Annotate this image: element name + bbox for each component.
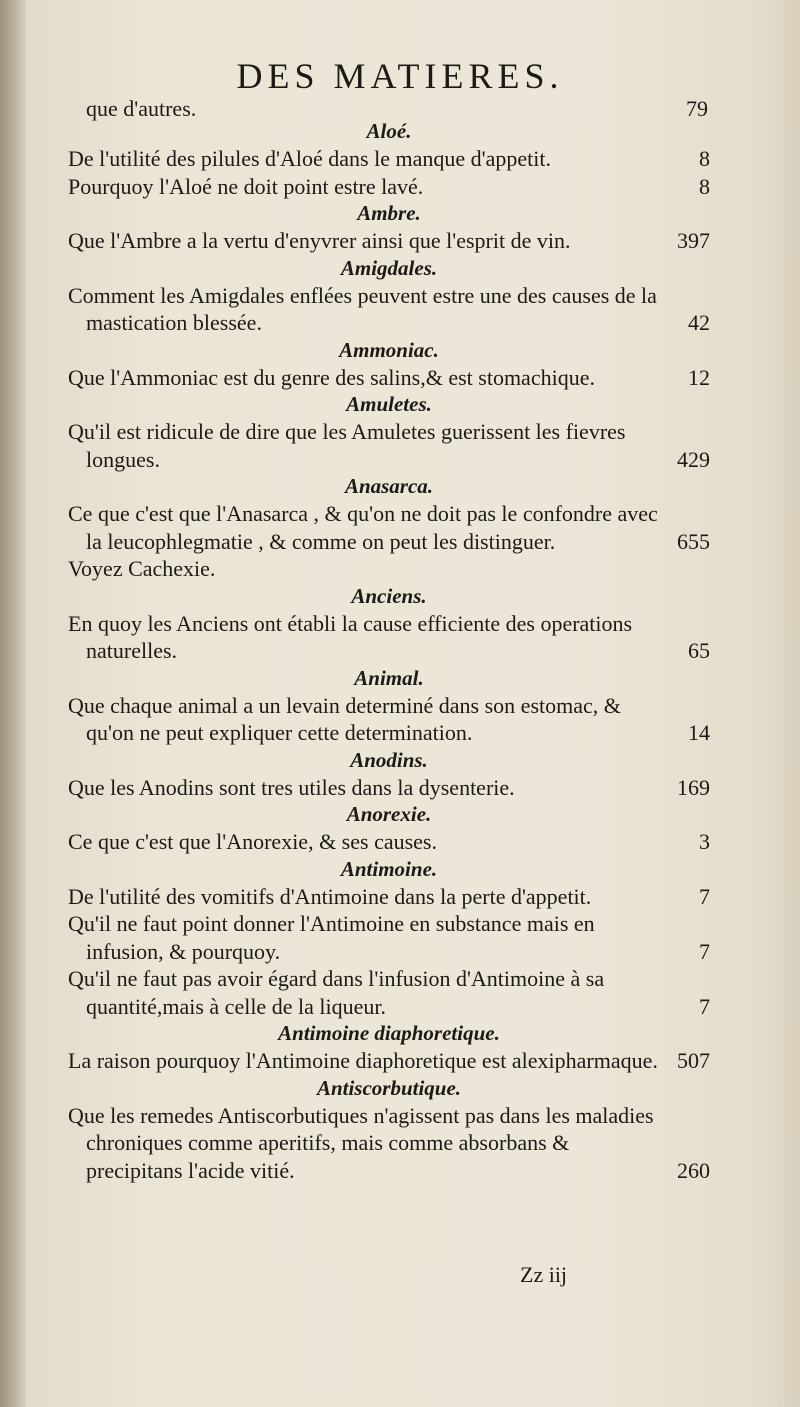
index-section	[68, 1020, 710, 1075]
index-entry	[68, 173, 710, 201]
index-heading: Anorexie.	[346, 802, 432, 826]
entry-text: Pourquoy l'Aloé ne doit point estre lavé.	[68, 173, 424, 199]
page-ref: 507	[677, 1048, 710, 1073]
entry-text: De l'utilité des pilules d'Aloé dans le manque d'appetit.	[68, 146, 551, 171]
index-section	[68, 801, 710, 856]
entry-text: Que les remedes Antiscorbutiques n'agissent pas dans les maladies chroniques comme aperitifs, mais comme absorbans & precipitans l'acide vitié.	[68, 1102, 654, 1183]
index-section	[68, 583, 710, 665]
page-ref: 655	[677, 528, 710, 554]
page-ref: 260	[677, 1157, 710, 1183]
index-heading: Aloé.	[366, 119, 412, 143]
running-header: DES MATIERES.	[236, 56, 564, 96]
entry-text: Ce que c'est que l'Anasarca , & qu'on ne doit pas le confondre avec la leucophlegmatie , & comme on peut les distinguer.	[68, 501, 658, 554]
index-heading: Antimoine diaphoretique.	[278, 1021, 500, 1045]
index-entry	[68, 282, 710, 337]
index-entry	[68, 1047, 710, 1075]
entry-text: Comment les Amigdales enflées peuvent estre une des causes de la mastication blessée.	[68, 282, 657, 335]
index-entry	[68, 828, 710, 856]
index-entry	[68, 883, 710, 911]
index-heading: Animal.	[354, 665, 424, 690]
page-ref: 42	[688, 310, 710, 335]
index-section	[68, 665, 710, 747]
page-ref: 429	[677, 446, 710, 472]
index-section	[68, 200, 710, 255]
index-section	[68, 255, 710, 337]
index-heading: Amigdales.	[340, 255, 438, 280]
page-ref: 8	[699, 146, 710, 171]
index-entry	[68, 1102, 710, 1185]
page-ref: 79	[686, 96, 708, 121]
index-section	[68, 337, 710, 392]
page-ref: 397	[677, 228, 710, 253]
index-entry	[68, 145, 710, 173]
continuation-text: que d'autres.	[86, 96, 197, 121]
index-entry	[68, 418, 710, 473]
entry-text: La raison pourquoy l'Antimoine diaphoretique est alexipharmaque.	[68, 1048, 658, 1073]
index-section	[68, 391, 710, 473]
index-entry	[68, 965, 710, 1020]
index-entry	[68, 555, 710, 583]
index-entry	[68, 227, 710, 255]
entry-text: Voyez Cachexie.	[68, 556, 216, 581]
entry-text: Qu'il ne faut point donner l'Antimoine en substance mais en infusion, & pourquoy.	[68, 911, 595, 964]
index-heading: Antiscorbutique.	[316, 1075, 462, 1100]
page-ref: 12	[688, 364, 710, 390]
page-ref: 7	[699, 993, 710, 1019]
entry-text: Que chaque animal a un levain determiné dans son estomac, & qu'on ne peut expliquer cette determination.	[68, 692, 621, 745]
page-ref: 65	[688, 638, 710, 663]
signature-mark: Zz iij	[520, 1262, 568, 1287]
index-section	[68, 118, 710, 200]
index-heading: Amuletes.	[346, 392, 432, 416]
entry-text: Que les Anodins sont tres utiles dans la dysenterie.	[68, 774, 515, 800]
entry-text: Ce que c'est que l'Anorexie, & ses causes.	[68, 829, 437, 854]
index-entry	[68, 610, 710, 665]
page-ref: 7	[699, 883, 710, 909]
entry-text: Que l'Ambre a la vertu d'enyvrer ainsi que l'esprit de vin.	[68, 228, 571, 253]
index-heading: Ambre.	[357, 201, 421, 225]
index-heading: Anciens.	[351, 583, 427, 608]
index-entry	[68, 692, 710, 747]
index-heading: Ammoniac.	[339, 337, 439, 362]
index-entry	[68, 774, 710, 802]
index-section	[68, 1075, 710, 1185]
index-content	[68, 118, 710, 1184]
page-ref: 7	[699, 938, 710, 964]
index-heading: Antimoine.	[340, 856, 438, 881]
entry-text: En quoy les Anciens ont établi la cause efficiente des operations naturelles.	[68, 610, 633, 663]
index-section	[68, 747, 710, 802]
index-entry	[68, 364, 710, 392]
index-heading: Anodins.	[350, 747, 428, 772]
page-ref: 14	[688, 720, 710, 745]
index-entry	[68, 500, 710, 555]
index-entry	[68, 910, 710, 965]
entry-text: De l'utilité des vomitifs d'Antimoine dans la perte d'appetit.	[68, 883, 592, 909]
entry-text: Qu'il ne faut pas avoir égard dans l'infusion d'Antimoine à sa quantité,mais à celle de la liqueur.	[68, 966, 605, 1019]
book-spine-shadow	[0, 0, 26, 1407]
entry-text: Qu'il est ridicule de dire que les Amuletes guerissent les fievres longues.	[68, 419, 626, 472]
index-section	[68, 473, 710, 583]
entry-text: Que l'Ammoniac est du genre des salins,& est stomachique.	[68, 364, 595, 390]
index-heading: Anasarca.	[344, 474, 434, 498]
page-ref: 169	[677, 774, 710, 800]
page-ref: 8	[699, 173, 710, 199]
page-ref: 3	[699, 829, 710, 854]
index-section	[68, 856, 710, 1021]
